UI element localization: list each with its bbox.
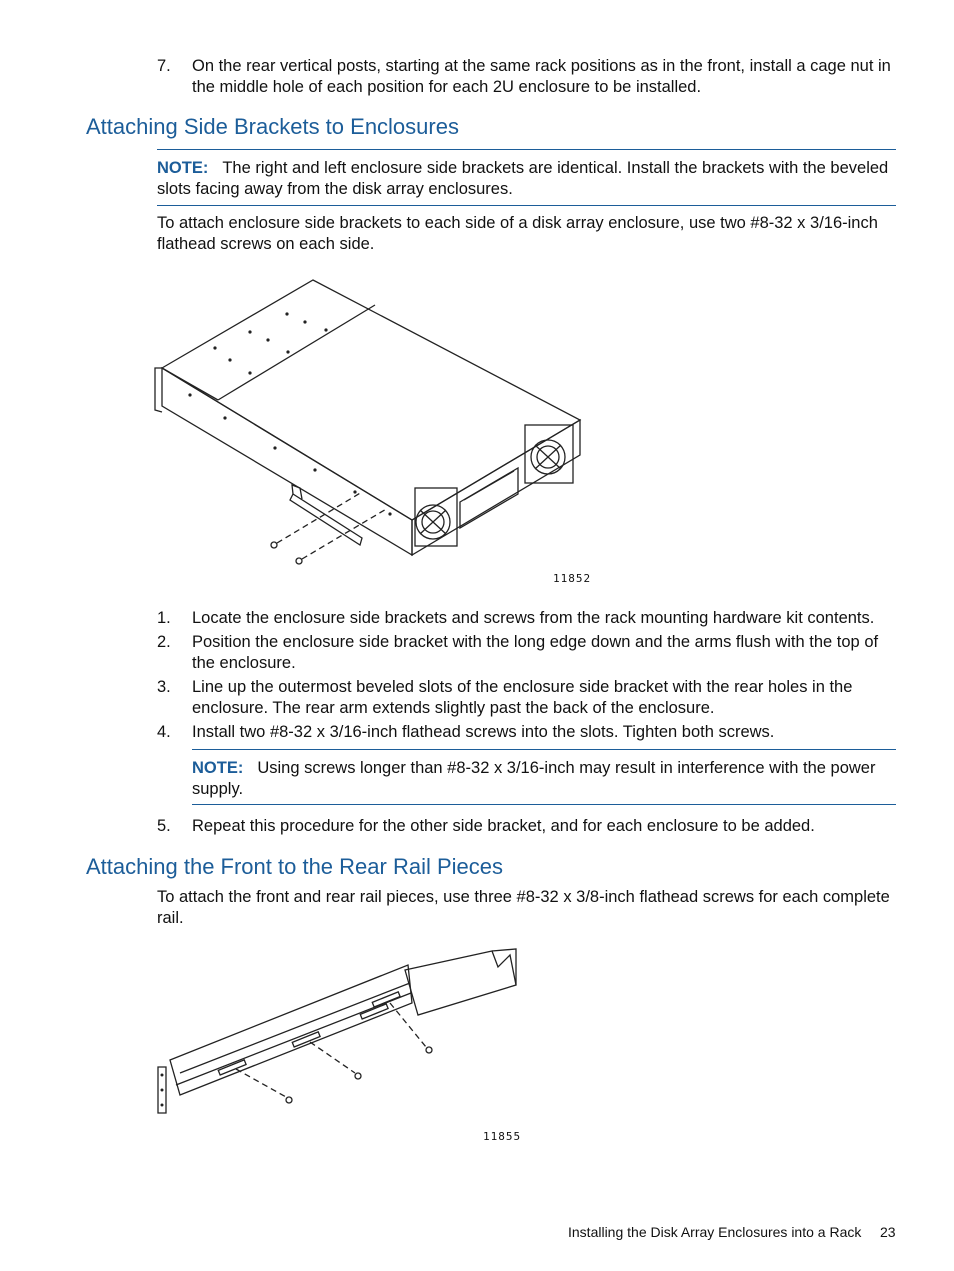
step-7-text: On the rear vertical posts, starting at the same rack positions as in the front, install a cage nut in the middle hole of each position for each 2U enclosure to be installed. (192, 57, 891, 96)
step-4-number: 4. (157, 723, 171, 741)
note-label: NOTE: (192, 759, 244, 777)
note-screw-length (192, 758, 898, 800)
rail-pieces-figure (150, 945, 530, 1125)
step-4-text: Install two #8-32 x 3/16-inch flathead screws into the slots. Tighten both screws. (192, 723, 775, 741)
rail-pieces-intro: To attach the front and rear rail pieces, use three #8-32 x 3/8-inch flathead screws for each complete rail. (157, 888, 890, 927)
section-heading-rail-pieces: Attaching the Front to the Rear Rail Pieces (86, 854, 503, 879)
step4-note-bottom-rule (192, 804, 896, 805)
step-1-text: Locate the enclosure side brackets and screws from the rack mounting hardware kit contents. (192, 609, 875, 627)
step-5-number: 5. (157, 817, 171, 835)
step-3-number: 3. (157, 678, 171, 696)
enclosure-bracket-figure (150, 270, 600, 570)
note-text: Using screws longer than #8-32 x 3/16-inch may result in interference with the power supply. (192, 759, 876, 798)
step-2-text: Position the enclosure side bracket with the long edge down and the arms flush with the top of the enclosure. (192, 633, 879, 672)
step-3-text: Line up the outermost beveled slots of the enclosure side bracket with the rear holes in the enclosure. The rear arm extends slightly past the back of the enclosure. (192, 678, 853, 717)
step4-note-top-rule (192, 749, 896, 750)
section-heading-side-brackets: Attaching Side Brackets to Enclosures (86, 114, 459, 139)
step-5-text: Repeat this procedure for the other side bracket, and for each enclosure to be added. (192, 817, 815, 835)
note-text: The right and left enclosure side brackets are identical. Install the brackets with the beveled slots facing away from the disk array enclosures. (157, 159, 889, 198)
step-2-number: 2. (157, 633, 171, 651)
figure-label-11852: 11852 (553, 572, 592, 585)
note-side-brackets (157, 158, 898, 200)
note-label: NOTE: (157, 159, 209, 177)
step-1-number: 1. (157, 609, 171, 627)
step-7-number: 7. (157, 57, 171, 75)
figure-label-11855: 11855 (483, 1130, 522, 1143)
side-brackets-intro: To attach enclosure side brackets to each side of a disk array enclosure, use two #8-32 x 3/16-inch flathead screws on each side. (157, 214, 878, 253)
note-bottom-rule (157, 205, 896, 206)
footer-title: Installing the Disk Array Enclosures into a Rack (568, 1224, 862, 1240)
page-number: 23 (880, 1224, 896, 1240)
note-top-rule (157, 149, 896, 150)
